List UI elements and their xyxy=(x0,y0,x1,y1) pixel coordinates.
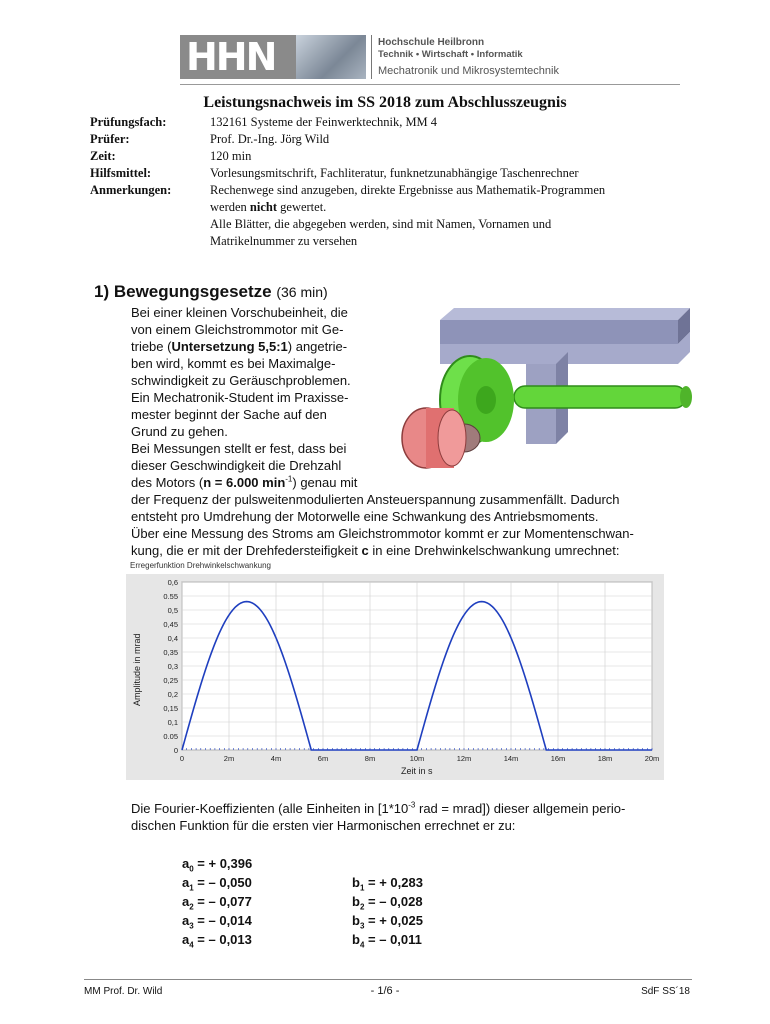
coefficient-b3: $b_3$ = + 0,025 xyxy=(352,913,423,931)
x-tick-label: 18m xyxy=(597,754,613,763)
paragraph-line: dischen Funktion für die ersten vier Harmonischen errechnet er zu: xyxy=(131,818,516,833)
gear-drive-illustration xyxy=(396,294,696,470)
y-tick-label: 0.55 xyxy=(163,592,178,601)
paragraph-line: mester beginnt der Sache auf den xyxy=(131,407,327,422)
info-value: Prof. Dr.-Ing. Jörg Wild xyxy=(210,132,330,146)
coefficient-b2: $b_2$ = – 0,028 xyxy=(352,894,423,912)
paragraph-line: ben wird, kommt es bei Maximalge- xyxy=(131,356,336,371)
faculties: Technik • Wirtschaft • Informatik xyxy=(378,49,523,60)
logo-letters: HHN xyxy=(186,35,276,79)
info-value: Rechenwege sind anzugeben, direkte Ergebnisse aus Mathematik-Programmen xyxy=(210,183,606,197)
y-axis-label: Amplitude in mrad xyxy=(132,633,142,706)
paragraph-line: kung, die er mit der Drehfedersteifigkeit c in eine Drehwinkelschwankung umrechnet: xyxy=(131,543,620,558)
remarks-line: werden nicht gewertet. xyxy=(210,200,327,214)
x-tick-label: 14m xyxy=(503,754,519,763)
header-divider xyxy=(371,35,372,79)
info-value: 120 min xyxy=(210,149,252,163)
y-tick-label: 0 xyxy=(173,746,178,755)
remarks-line: Matrikelnummer zu versehen xyxy=(210,234,358,248)
y-tick-label: 0,45 xyxy=(163,620,178,629)
x-tick-label: 12m xyxy=(456,754,472,763)
footer-rule xyxy=(84,979,692,980)
info-label: Zeit: xyxy=(90,149,116,163)
footer-course: SdF SS´18 xyxy=(641,986,690,997)
info-label: Prüfungsfach: xyxy=(90,115,167,129)
coefficient-a2: $a_2$ = – 0,077 xyxy=(182,894,252,912)
y-tick-label: 0.05 xyxy=(163,732,178,741)
x-tick-label: 4m xyxy=(270,754,282,763)
info-value: Vorlesungsmitschrift, Fachliteratur, funknetzunabhängige Taschenrechner xyxy=(210,166,579,180)
section-heading: 1) Bewegungsgesetze (36 min) xyxy=(94,282,328,301)
paragraph-line: Die Fourier-Koeffizienten (alle Einheiten in [$1*10^{-3}$ rad = mrad]) dieser allgemein perio- xyxy=(131,800,626,816)
paragraph-line: Ein Mechatronik-Student im Praxisse- xyxy=(131,390,349,405)
university-name: Hochschule Heilbronn xyxy=(378,37,485,48)
header-rule xyxy=(180,84,680,85)
y-tick-label: 0,4 xyxy=(167,634,178,643)
paragraph-line: dieser Geschwindigkeit die Drehzahl xyxy=(131,458,342,473)
y-tick-label: 0,3 xyxy=(167,662,178,671)
paragraph-line: schwindigkeit zu Geräuschproblemen. xyxy=(131,373,351,388)
x-tick-label: 6m xyxy=(317,754,329,763)
y-tick-label: 0,6 xyxy=(167,578,178,587)
remarks-line: Alle Blätter, die abgegeben werden, sind mit Namen, Vornamen und xyxy=(210,217,552,231)
x-tick-label: 8m xyxy=(364,754,376,763)
x-tick-label: 2m xyxy=(223,754,235,763)
coefficient-a1: $a_1$ = – 0,050 xyxy=(182,875,252,893)
info-label: Hilfsmittel: xyxy=(90,166,152,180)
x-axis-label: Zeit in s xyxy=(401,766,433,776)
x-tick-label: 20m xyxy=(644,754,660,763)
y-tick-label: 0,15 xyxy=(163,704,178,713)
chart-title: Erregerfunktion Drehwinkelschwankung xyxy=(130,561,271,570)
coefficient-a3: $a_3$ = – 0,014 xyxy=(182,913,252,931)
y-tick-label: 0,2 xyxy=(167,690,178,699)
y-tick-label: 0,35 xyxy=(163,648,178,657)
paragraph-line: der Frequenz der pulsweitenmodulierten Ansteuerspannung zusammenfällt. Dadurch xyxy=(131,492,620,507)
x-tick-label: 16m xyxy=(550,754,566,763)
coefficient-b1: $b_1$ = + 0,283 xyxy=(352,875,423,893)
coefficient-b4: $b_4$ = – 0,011 xyxy=(352,932,422,950)
info-value: 132161 Systeme der Feinwerktechnik, MM 4 xyxy=(210,115,438,129)
x-tick-label: 10m xyxy=(409,754,425,763)
paragraph-line: Über eine Messung des Stroms am Gleichstrommotor kommt er zur Momentenschwan- xyxy=(131,526,634,541)
logo-photo xyxy=(296,35,366,79)
paragraph-line: des Motors (n = 6.000 $\min^{-1}$) genau mit xyxy=(131,474,358,490)
excitation-chart xyxy=(126,560,664,782)
footer-author: MM Prof. Dr. Wild xyxy=(84,986,163,997)
page-title: Leistungsnachweis im SS 2018 zum Abschlusszeugnis xyxy=(203,94,567,111)
y-tick-label: 0,5 xyxy=(167,606,178,615)
coefficient-a4: $a_4$ = – 0,013 xyxy=(182,932,252,950)
paragraph-line: Bei Messungen stellt er fest, dass bei xyxy=(131,441,347,456)
info-label: Anmerkungen: xyxy=(90,183,172,197)
paragraph-line: triebe (Untersetzung 5,5:1) angetrie- xyxy=(131,339,348,354)
y-tick-label: 0,1 xyxy=(167,718,178,727)
coefficient-a0: $a_0$ = + 0,396 xyxy=(182,856,253,874)
paragraph-line: von einem Gleichstrommotor mit Ge- xyxy=(131,322,344,337)
x-tick-label: 0 xyxy=(179,754,185,763)
paragraph-line: entsteht pro Umdrehung der Motorwelle eine Schwankung des Antriebsmoments. xyxy=(131,509,599,524)
page-number: - 1/6 - xyxy=(370,985,400,997)
info-label: Prüfer: xyxy=(90,132,130,146)
paragraph-line: Grund zu gehen. xyxy=(131,424,228,439)
department: Mechatronik und Mikrosystemtechnik xyxy=(378,65,559,77)
paragraph-line: Bei einer kleinen Vorschubeinheit, die xyxy=(131,305,348,320)
y-tick-label: 0,25 xyxy=(163,676,178,685)
